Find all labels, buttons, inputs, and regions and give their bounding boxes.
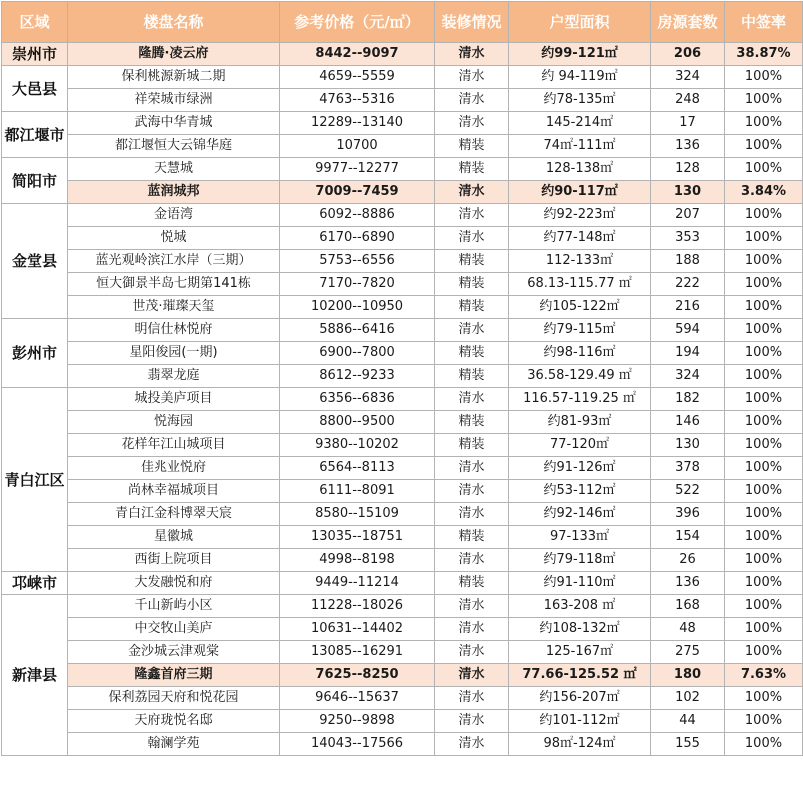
unit-area-cell: 74㎡-111㎡	[509, 135, 651, 158]
price-cell: 7009--7459	[280, 181, 435, 204]
win-rate-cell: 100%	[725, 687, 803, 710]
price-cell: 10631--14402	[280, 618, 435, 641]
win-rate-cell: 100%	[725, 388, 803, 411]
unit-area-cell: 约91-126㎡	[509, 457, 651, 480]
price-cell: 7625--8250	[280, 664, 435, 687]
win-rate-cell: 100%	[725, 434, 803, 457]
price-cell: 5753--6556	[280, 250, 435, 273]
decoration-cell: 精装	[435, 572, 509, 595]
project-name-cell: 大发融悦和府	[68, 572, 280, 595]
table-row	[2, 388, 803, 411]
price-cell: 5886--6416	[280, 319, 435, 342]
table-row	[2, 296, 803, 319]
unit-count-cell: 168	[651, 595, 725, 618]
decoration-cell: 精装	[435, 250, 509, 273]
district-cell: 青白江区	[2, 388, 68, 572]
decoration-cell: 精装	[435, 365, 509, 388]
unit-count-cell: 594	[651, 319, 725, 342]
unit-count-cell: 26	[651, 549, 725, 572]
table-row	[2, 503, 803, 526]
win-rate-cell: 100%	[725, 480, 803, 503]
price-cell: 4998--8198	[280, 549, 435, 572]
header-win-rate: 中签率	[725, 2, 803, 43]
price-cell: 12289--13140	[280, 112, 435, 135]
unit-count-cell: 522	[651, 480, 725, 503]
win-rate-cell: 100%	[725, 526, 803, 549]
unit-area-cell: 约99-121㎡	[509, 43, 651, 66]
decoration-cell: 精装	[435, 296, 509, 319]
win-rate-cell: 100%	[725, 595, 803, 618]
unit-area-cell: 约81-93㎡	[509, 411, 651, 434]
win-rate-cell: 100%	[725, 710, 803, 733]
unit-area-cell: 112-133㎡	[509, 250, 651, 273]
project-name-cell: 金语湾	[68, 204, 280, 227]
district-cell: 简阳市	[2, 158, 68, 204]
win-rate-cell: 100%	[725, 296, 803, 319]
unit-area-cell: 约91-110㎡	[509, 572, 651, 595]
win-rate-cell: 100%	[725, 319, 803, 342]
project-name-cell: 城投美庐项目	[68, 388, 280, 411]
unit-area-cell: 145-214㎡	[509, 112, 651, 135]
win-rate-cell: 100%	[725, 641, 803, 664]
win-rate-cell: 100%	[725, 204, 803, 227]
project-name-cell: 保利荔园天府和悦花园	[68, 687, 280, 710]
price-cell: 9977--12277	[280, 158, 435, 181]
decoration-cell: 清水	[435, 66, 509, 89]
decoration-cell: 清水	[435, 480, 509, 503]
unit-count-cell: 136	[651, 135, 725, 158]
district-cell: 彭州市	[2, 319, 68, 388]
win-rate-cell: 100%	[725, 549, 803, 572]
header-price: 参考价格（元/㎡）	[280, 2, 435, 43]
unit-area-cell: 125-167㎡	[509, 641, 651, 664]
table-body	[2, 43, 803, 756]
unit-area-cell: 约101-112㎡	[509, 710, 651, 733]
unit-count-cell: 353	[651, 227, 725, 250]
win-rate-cell: 100%	[725, 250, 803, 273]
table-row	[2, 618, 803, 641]
table-row	[2, 687, 803, 710]
unit-area-cell: 约90-117㎡	[509, 181, 651, 204]
header-row	[2, 2, 803, 43]
table-row	[2, 319, 803, 342]
win-rate-cell: 100%	[725, 733, 803, 756]
unit-count-cell: 180	[651, 664, 725, 687]
header-unit-area: 户型面积	[509, 2, 651, 43]
table-row	[2, 595, 803, 618]
price-cell: 8442--9097	[280, 43, 435, 66]
table-row	[2, 710, 803, 733]
price-cell: 13085--16291	[280, 641, 435, 664]
win-rate-cell: 100%	[725, 411, 803, 434]
decoration-cell: 精装	[435, 434, 509, 457]
unit-count-cell: 275	[651, 641, 725, 664]
unit-area-cell: 约53-112㎡	[509, 480, 651, 503]
unit-count-cell: 248	[651, 89, 725, 112]
project-name-cell: 翰澜学苑	[68, 733, 280, 756]
price-cell: 7170--7820	[280, 273, 435, 296]
win-rate-cell: 100%	[725, 457, 803, 480]
table-row	[2, 181, 803, 204]
unit-area-cell: 98㎡-124㎡	[509, 733, 651, 756]
project-name-cell: 祥荣城市绿洲	[68, 89, 280, 112]
district-cell: 金堂县	[2, 204, 68, 319]
price-cell: 4659--5559	[280, 66, 435, 89]
unit-count-cell: 146	[651, 411, 725, 434]
unit-area-cell: 约108-132㎡	[509, 618, 651, 641]
unit-count-cell: 207	[651, 204, 725, 227]
district-cell: 新津县	[2, 595, 68, 756]
table-row	[2, 641, 803, 664]
price-cell: 9380--10202	[280, 434, 435, 457]
unit-area-cell: 约 94-119㎡	[509, 66, 651, 89]
unit-count-cell: 48	[651, 618, 725, 641]
table-row	[2, 250, 803, 273]
district-cell: 都江堰市	[2, 112, 68, 158]
win-rate-cell: 100%	[725, 66, 803, 89]
unit-area-cell: 128-138㎡	[509, 158, 651, 181]
price-cell: 6092--8886	[280, 204, 435, 227]
decoration-cell: 清水	[435, 204, 509, 227]
unit-count-cell: 188	[651, 250, 725, 273]
project-name-cell: 中交牧山美庐	[68, 618, 280, 641]
project-name-cell: 恒大御景半岛七期第141栋	[68, 273, 280, 296]
district-cell: 崇州市	[2, 43, 68, 66]
price-cell: 4763--5316	[280, 89, 435, 112]
table-row	[2, 664, 803, 687]
table-row	[2, 158, 803, 181]
header-project-name: 楼盘名称	[68, 2, 280, 43]
unit-count-cell: 206	[651, 43, 725, 66]
table-row	[2, 365, 803, 388]
win-rate-cell: 100%	[725, 503, 803, 526]
unit-count-cell: 130	[651, 434, 725, 457]
district-cell: 邛崃市	[2, 572, 68, 595]
decoration-cell: 清水	[435, 89, 509, 112]
project-name-cell: 星阳俊园(一期)	[68, 342, 280, 365]
table-row	[2, 572, 803, 595]
price-cell: 10700	[280, 135, 435, 158]
price-cell: 6356--6836	[280, 388, 435, 411]
district-cell: 大邑县	[2, 66, 68, 112]
decoration-cell: 清水	[435, 457, 509, 480]
project-name-cell: 翡翠龙庭	[68, 365, 280, 388]
decoration-cell: 精装	[435, 526, 509, 549]
win-rate-cell: 100%	[725, 342, 803, 365]
unit-count-cell: 324	[651, 66, 725, 89]
table-row	[2, 434, 803, 457]
decoration-cell: 精装	[435, 342, 509, 365]
decoration-cell: 清水	[435, 388, 509, 411]
table-row	[2, 480, 803, 503]
project-name-cell: 都江堰恒大云锦华庭	[68, 135, 280, 158]
project-name-cell: 蓝光观岭滨江水岸（三期）	[68, 250, 280, 273]
win-rate-cell: 100%	[725, 273, 803, 296]
decoration-cell: 清水	[435, 664, 509, 687]
project-name-cell: 悦海园	[68, 411, 280, 434]
decoration-cell: 清水	[435, 43, 509, 66]
decoration-cell: 清水	[435, 549, 509, 572]
header-unit-count: 房源套数	[651, 2, 725, 43]
project-name-cell: 青白江金科博翠天宸	[68, 503, 280, 526]
unit-count-cell: 182	[651, 388, 725, 411]
price-cell: 6564--8113	[280, 457, 435, 480]
unit-area-cell: 约92-146㎡	[509, 503, 651, 526]
project-name-cell: 悦城	[68, 227, 280, 250]
table-row	[2, 526, 803, 549]
decoration-cell: 清水	[435, 710, 509, 733]
unit-area-cell: 97-133㎡	[509, 526, 651, 549]
header-district: 区域	[2, 2, 68, 43]
project-name-cell: 尚林幸福城项目	[68, 480, 280, 503]
win-rate-cell: 38.87%	[725, 43, 803, 66]
unit-area-cell: 约77-148㎡	[509, 227, 651, 250]
unit-area-cell: 77-120㎡	[509, 434, 651, 457]
project-name-cell: 西街上院项目	[68, 549, 280, 572]
decoration-cell: 清水	[435, 503, 509, 526]
table-row	[2, 411, 803, 434]
decoration-cell: 清水	[435, 319, 509, 342]
unit-area-cell: 约79-115㎡	[509, 319, 651, 342]
project-name-cell: 世茂·璀璨天玺	[68, 296, 280, 319]
price-cell: 9646--15637	[280, 687, 435, 710]
unit-count-cell: 155	[651, 733, 725, 756]
price-cell: 10200--10950	[280, 296, 435, 319]
project-name-cell: 星徽城	[68, 526, 280, 549]
unit-area-cell: 116.57-119.25 ㎡	[509, 388, 651, 411]
win-rate-cell: 100%	[725, 112, 803, 135]
unit-area-cell: 68.13-115.77 ㎡	[509, 273, 651, 296]
win-rate-cell: 100%	[725, 135, 803, 158]
header-decoration: 装修情况	[435, 2, 509, 43]
unit-area-cell: 163-208 ㎡	[509, 595, 651, 618]
table-row	[2, 112, 803, 135]
price-cell: 11228--18026	[280, 595, 435, 618]
price-cell: 8580--15109	[280, 503, 435, 526]
project-name-cell: 武海中华青城	[68, 112, 280, 135]
unit-count-cell: 154	[651, 526, 725, 549]
win-rate-cell: 7.63%	[725, 664, 803, 687]
table-row	[2, 89, 803, 112]
win-rate-cell: 100%	[725, 365, 803, 388]
decoration-cell: 清水	[435, 641, 509, 664]
project-name-cell: 千山新屿小区	[68, 595, 280, 618]
decoration-cell: 清水	[435, 618, 509, 641]
unit-area-cell: 约156-207㎡	[509, 687, 651, 710]
project-name-cell: 隆鑫首府三期	[68, 664, 280, 687]
win-rate-cell: 100%	[725, 89, 803, 112]
price-cell: 9250--9898	[280, 710, 435, 733]
price-cell: 14043--17566	[280, 733, 435, 756]
table-row	[2, 204, 803, 227]
unit-count-cell: 222	[651, 273, 725, 296]
unit-count-cell: 324	[651, 365, 725, 388]
table-row	[2, 66, 803, 89]
decoration-cell: 清水	[435, 733, 509, 756]
unit-area-cell: 36.58-129.49 ㎡	[509, 365, 651, 388]
unit-area-cell: 约105-122㎡	[509, 296, 651, 319]
win-rate-cell: 100%	[725, 158, 803, 181]
decoration-cell: 清水	[435, 112, 509, 135]
project-name-cell: 天府珑悦名邸	[68, 710, 280, 733]
decoration-cell: 清水	[435, 181, 509, 204]
decoration-cell: 精装	[435, 158, 509, 181]
decoration-cell: 清水	[435, 687, 509, 710]
project-name-cell: 蓝润城邦	[68, 181, 280, 204]
price-cell: 9449--11214	[280, 572, 435, 595]
win-rate-cell: 100%	[725, 618, 803, 641]
table-row	[2, 273, 803, 296]
decoration-cell: 清水	[435, 595, 509, 618]
unit-area-cell: 约92-223㎡	[509, 204, 651, 227]
unit-area-cell: 约98-116㎡	[509, 342, 651, 365]
table-row	[2, 342, 803, 365]
win-rate-cell: 100%	[725, 572, 803, 595]
project-name-cell: 花样年江山城项目	[68, 434, 280, 457]
price-cell: 6111--8091	[280, 480, 435, 503]
price-cell: 6170--6890	[280, 227, 435, 250]
table-row	[2, 549, 803, 572]
decoration-cell: 精装	[435, 273, 509, 296]
table-row	[2, 457, 803, 480]
unit-count-cell: 194	[651, 342, 725, 365]
table-row	[2, 43, 803, 66]
decoration-cell: 精装	[435, 411, 509, 434]
project-name-cell: 金沙城云津观棠	[68, 641, 280, 664]
table-row	[2, 135, 803, 158]
project-name-cell: 保利桃源新城二期	[68, 66, 280, 89]
price-cell: 6900--7800	[280, 342, 435, 365]
win-rate-cell: 3.84%	[725, 181, 803, 204]
unit-count-cell: 216	[651, 296, 725, 319]
unit-area-cell: 约78-135㎡	[509, 89, 651, 112]
project-name-cell: 隆腾·凌云府	[68, 43, 280, 66]
price-cell: 8800--9500	[280, 411, 435, 434]
unit-count-cell: 378	[651, 457, 725, 480]
project-name-cell: 天慧城	[68, 158, 280, 181]
decoration-cell: 清水	[435, 227, 509, 250]
decoration-cell: 精装	[435, 135, 509, 158]
unit-count-cell: 17	[651, 112, 725, 135]
lottery-table	[1, 1, 803, 756]
unit-area-cell: 77.66-125.52 ㎡	[509, 664, 651, 687]
price-cell: 13035--18751	[280, 526, 435, 549]
unit-count-cell: 130	[651, 181, 725, 204]
table-row	[2, 733, 803, 756]
unit-count-cell: 44	[651, 710, 725, 733]
project-name-cell: 明信仕林悦府	[68, 319, 280, 342]
table-row	[2, 227, 803, 250]
win-rate-cell: 100%	[725, 227, 803, 250]
unit-count-cell: 102	[651, 687, 725, 710]
unit-area-cell: 约79-118㎡	[509, 549, 651, 572]
unit-count-cell: 396	[651, 503, 725, 526]
unit-count-cell: 128	[651, 158, 725, 181]
price-cell: 8612--9233	[280, 365, 435, 388]
project-name-cell: 佳兆业悦府	[68, 457, 280, 480]
unit-count-cell: 136	[651, 572, 725, 595]
